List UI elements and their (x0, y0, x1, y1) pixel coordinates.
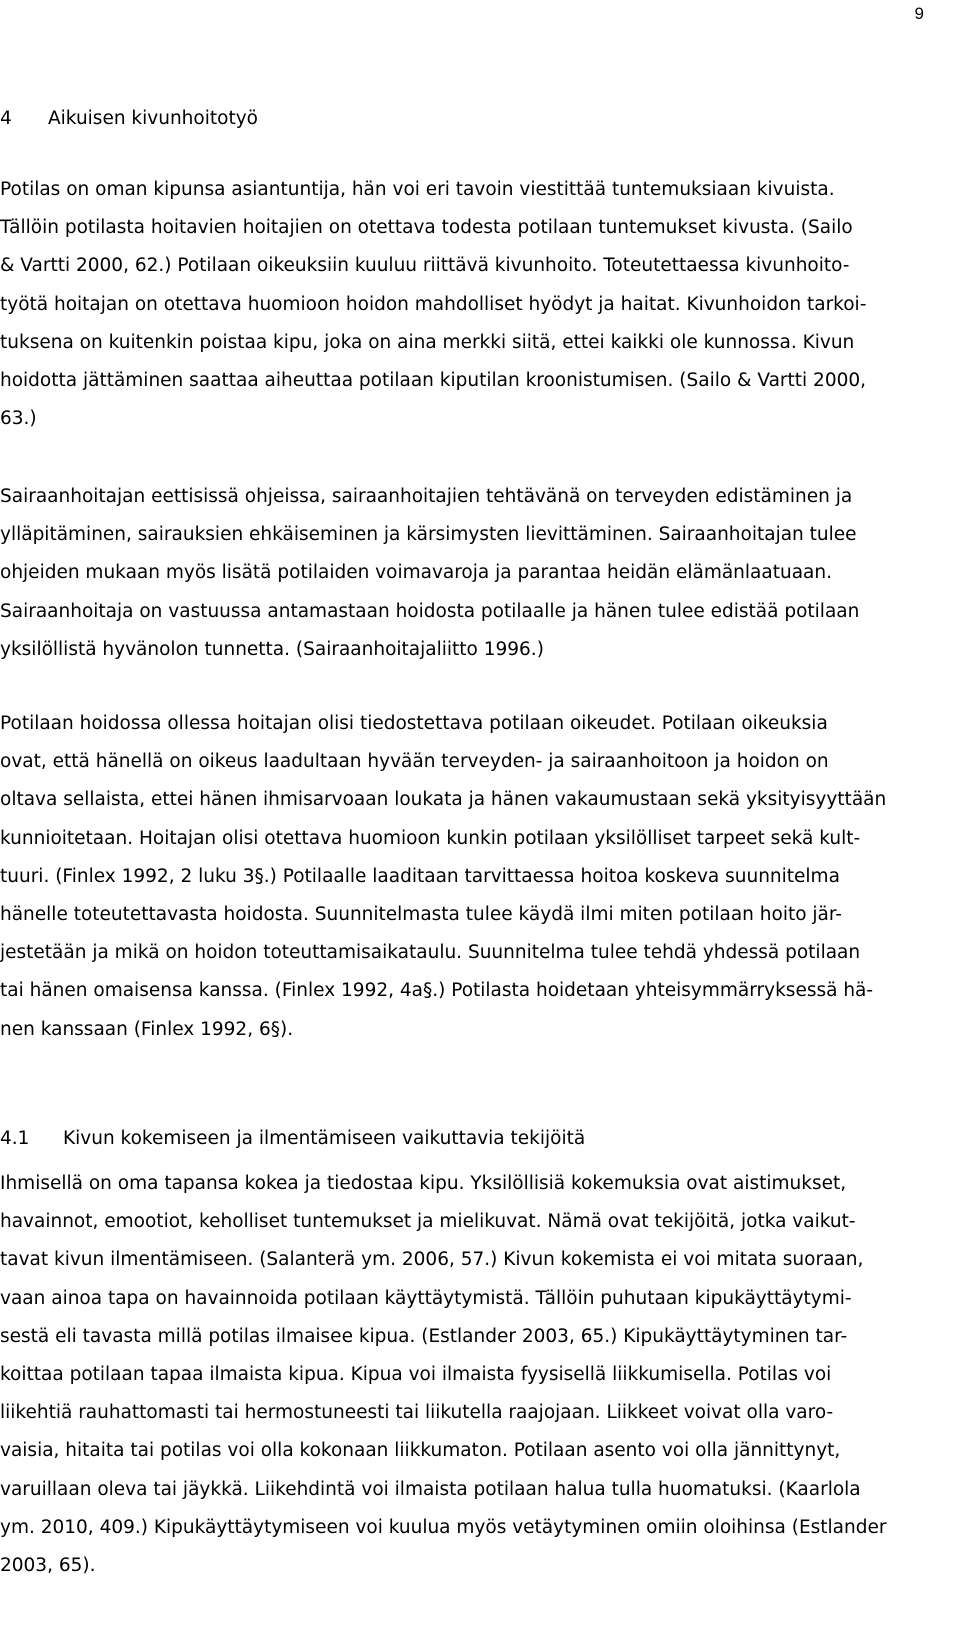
paragraph-1 (0, 171, 960, 438)
text-line: jestetään ja mikä on hoidon toteuttamisaikataulu. Suunnitelma tulee tehdä yhdessä potilaan (0, 942, 861, 964)
subsection-number: 4.1 (0, 1128, 30, 1149)
text-line: liikehtiä rauhattomasti tai hermostuneesti tai liikutella raajojaan. Liikkeet voivat olla varo- (0, 1402, 834, 1424)
text-line: ylläpitäminen, sairauksien ehkäiseminen ja kärsimysten lievittäminen. Sairaanhoitajan tulee (0, 524, 857, 546)
paragraph-4 (0, 1165, 960, 1585)
text-line: hoidotta jättäminen saattaa aiheuttaa potilaan kiputilan kroonistumisen. (Sailo & Vartti 2000, (0, 369, 867, 391)
text-line: ym. 2010, 409.) Kipukäyttäytymiseen voi kuulua myös vetäytyminen omiin oloihinsa (Estlander (0, 1516, 887, 1538)
page-number: 9 (914, 4, 924, 23)
text-line: sestä eli tavasta millä potilas ilmaisee kipua. (Estlander 2003, 65.) Kipukäyttäytyminen tar- (0, 1325, 848, 1347)
text-line: 63.) (0, 408, 37, 430)
text-line: tai hänen omaisensa kanssa. (Finlex 1992, 4a§.) Potilasta hoidetaan yhteisymmärryksessä hä- (0, 980, 874, 1002)
text-line: Sairaanhoitaja on vastuussa antamastaan hoidosta potilaalle ja hänen tulee edistää potilaan (0, 600, 860, 622)
text-line: Sairaanhoitajan eettisissä ohjeissa, sairaanhoitajien tehtävänä on terveyden edistäminen ja (0, 486, 853, 507)
subsection-title: Kivun kokemiseen ja ilmentämiseen vaikuttavia tekijöitä (63, 1128, 586, 1149)
text-line: yksilöllistä hyvänolon tunnetta. (Sairaanhoitajaliitto 1996.) (0, 638, 544, 660)
section-title: Aikuisen kivunhoitotyö (48, 108, 258, 129)
text-line: Potilas on oman kipunsa asiantuntija, hän voi eri tavoin viestittää tuntemuksiaan kivuista. (0, 179, 835, 200)
paragraph-3 (0, 705, 960, 1049)
text-line: työtä hoitajan on otettava huomioon hoidon mahdolliset hyödyt ja haitat. Kivunhoidon tarkoi- (0, 293, 867, 315)
text-line: hänelle toteutettavasta hoidosta. Suunnitelmasta tulee käydä ilmi miten potilaan hoito jär- (0, 903, 842, 925)
text-line: ovat, että hänellä on oikeus laadultaan hyvään terveyden- ja sairaanhoitoon ja hoidon on (0, 751, 829, 773)
text-line: oltava sellaista, ettei hänen ihmisarvoaan loukata ja hänen vakaumustaan sekä yksityisyyttään (0, 789, 887, 811)
text-line: Potilaan hoidossa ollessa hoitajan olisi tiedostettava potilaan oikeudet. Potilaan oikeuksia (0, 713, 828, 734)
text-line: koittaa potilaan tapaa ilmaista kipua. Kipua voi ilmaista fyysisellä liikkumisella. Potilas voi (0, 1363, 832, 1385)
text-line: nen kanssaan (Finlex 1992, 6§). (0, 1018, 294, 1040)
section-number: 4 (0, 108, 12, 129)
text-line: & Vartti 2000, 62.) Potilaan oikeuksiin kuuluu riittävä kivunhoito. Toteutettaessa kivunhoito- (0, 255, 850, 277)
text-line: vaisia, hitaita tai potilas voi olla kokonaan liikkumaton. Potilaan asento voi olla jännittynyt, (0, 1440, 841, 1462)
section-heading (0, 108, 258, 129)
text-line: tavat kivun ilmentämiseen. (Salanterä ym. 2006, 57.) Kivun kokemista ei voi mitata suoraan, (0, 1249, 864, 1271)
text-line: havainnot, emootiot, keholliset tuntemukset ja mielikuvat. Nämä ovat tekijöitä, jotka vaikut- (0, 1211, 856, 1233)
text-line: Ihmisellä on oma tapansa kokea ja tiedostaa kipu. Yksilöllisiä kokemuksia ovat aistimukset, (0, 1173, 847, 1194)
text-line: tuuri. (Finlex 1992, 2 luku 3§.) Potilaalle laaditaan tarvittaessa hoitoa koskeva suunnitelma (0, 865, 840, 887)
text-line: kunnioitetaan. Hoitajan olisi otettava huomioon kunkin potilaan yksilölliset tarpeet sekä kult- (0, 827, 861, 849)
text-line: 2003, 65). (0, 1554, 96, 1576)
text-line: varuillaan oleva tai jäykkä. Liikehdintä voi ilmaista potilaan halua tulla huomatuksi. (Kaarlola (0, 1478, 861, 1500)
text-line: Tällöin potilasta hoitavien hoitajien on otettava todesta potilaan tuntemukset kivusta. (Sailo (0, 217, 853, 239)
subsection-heading (0, 1128, 585, 1149)
text-line: ohjeiden mukaan myös lisätä potilaiden voimavaroja ja parantaa heidän elämänlaatuaan. (0, 562, 832, 584)
paragraph-2 (0, 478, 960, 669)
text-line: tuksena on kuitenkin poistaa kipu, joka on aina merkki siitä, ettei kaikki ole kunnossa. Kivun (0, 331, 855, 353)
text-line: vaan ainoa tapa on havainnoida potilaan käyttäytymistä. Tällöin puhutaan kipukäyttäytymi- (0, 1287, 852, 1309)
